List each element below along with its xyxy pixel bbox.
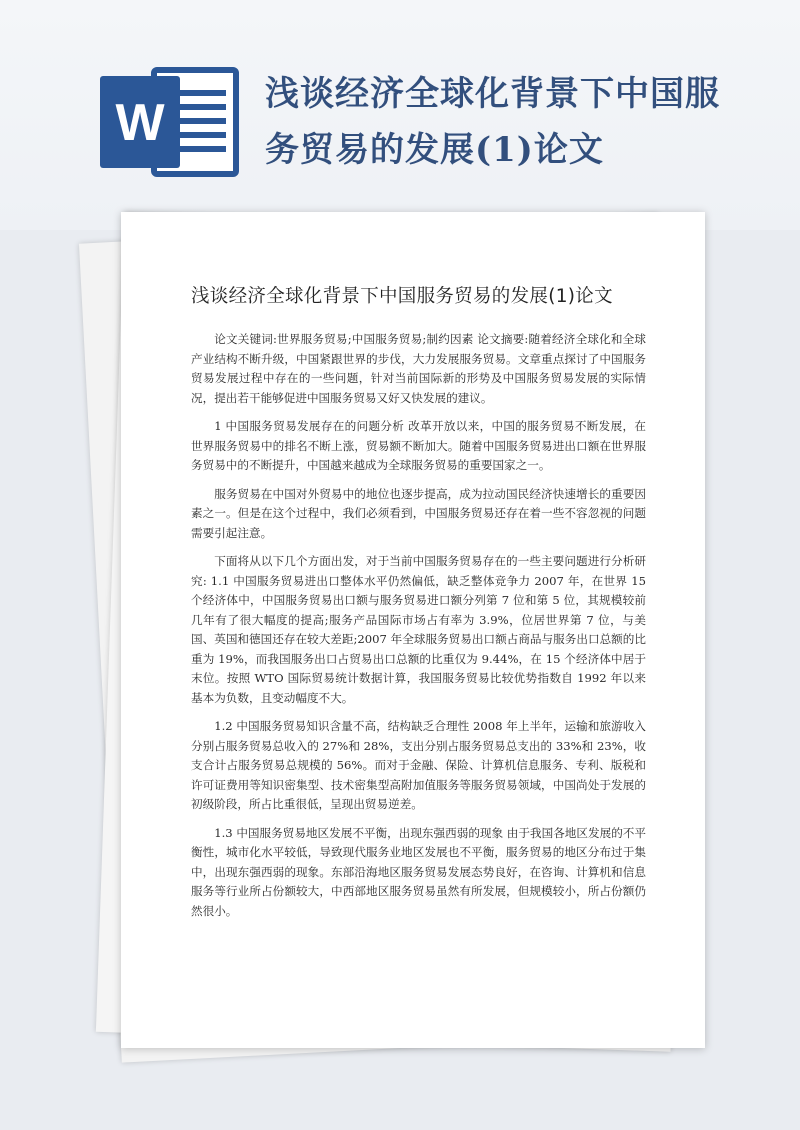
document-body (191, 330, 646, 930)
paragraph-section-1-3: 1.3 中国服务贸易地区发展不平衡，出现东强西弱的现象 由于我国各地区发展的不平衡性，城市化水平较低，导致现代服务业地区发展也不平衡，服务贸易的地区分布过于集中，出现东强西弱的现象。东部沿海地区服务贸易发展态势良好，在咨询、计算机和信息服务等行业所占份额较大，中西部地区服务贸易虽然有所发展，但规模较小，所占份额仍然很小。 (191, 825, 646, 918)
paragraph-status: 服务贸易在中国对外贸易中的地位也逐步提高，成为拉动国民经济快速增长的重要因素之一。但是在这个过程中，我们必须看到，中国服务贸易还存在着一些不容忽视的问题需要引起注意。 (191, 486, 646, 540)
paragraph-section-1-2: 1.2 中国服务贸易知识含量不高，结构缺乏合理性 2008 年上半年，运输和旅游收入分别占服务贸易总收入的 27%和 28%，支出分别占服务贸易总支出的 33%和 23%，收支合计占服务贸易总规模的 56%。而对于金融、保险、计算机信息服务、专利、版税和许可证费用等知识密集型、技术密集型高附加值服务等服务贸易领域，中国尚处于发展的初级阶段，所占比重很低，呈现出贸易逆差。 (191, 719, 646, 811)
paragraph-section-1: 1 中国服务贸易发展存在的问题分析 改革开放以来，中国的服务贸易不断发展，在世界服务贸易中的排名不断上涨，贸易额不断加大。随着中国服务贸易进出口额在世界服务贸易中的不断提升，中国越来越成为全球服务贸易的重要国家之一。 (191, 419, 646, 472)
document-page (121, 212, 705, 1048)
paragraph-abstract: 论文关键词:世界服务贸易;中国服务贸易;制约因素 论文摘要:随着经济全球化和全球产业结构不断升级，中国紧跟世界的步伐，大力发展服务贸易。文章重点探讨了中国服务贸易发展过程中存在的一些问题，针对当前国际新的形势及中国服务贸易发展的实际情况，提出若干能够促进中国服务贸易又好又快发展的建议。 (191, 332, 646, 405)
paragraph-section-1-1: 下面将从以下几个方面出发，对于当前中国服务贸易存在的一些主要问题进行分析研究: 1.1 中国服务贸易进出口整体水平仍然偏低，缺乏整体竞争力 2007 年，在世界 15 个经济体中，中国服务贸易出口额与服务贸易进口额分列第 7 位和第 5 位，其规模较前几年有了很大幅度的提高;服务产品国际市场占有率为 3.9%，位居世界第 7 位，与美国、英国和德国还存在较大差距;2007 年全球服务贸易出口额占商品与服务出口总额的比重为 19%，而我国服务出口占贸易出口总额的比重仅为 9.44%，在 15 个经济体中居于末位。按照 WTO 国际贸易统计数据计算，我国服务贸易比较优势指数自 1992 年以来基本为负数，且变动幅度不大。 (191, 554, 646, 705)
word-icon (96, 62, 246, 182)
banner-title: 浅谈经济全球化背景下中国服务贸易的发展(1)论文 (265, 74, 720, 170)
banner (0, 0, 800, 230)
document-title: 浅谈经济全球化背景下中国服务贸易的发展(1)论文 (191, 286, 613, 307)
word-icon-letter: W (115, 94, 165, 152)
